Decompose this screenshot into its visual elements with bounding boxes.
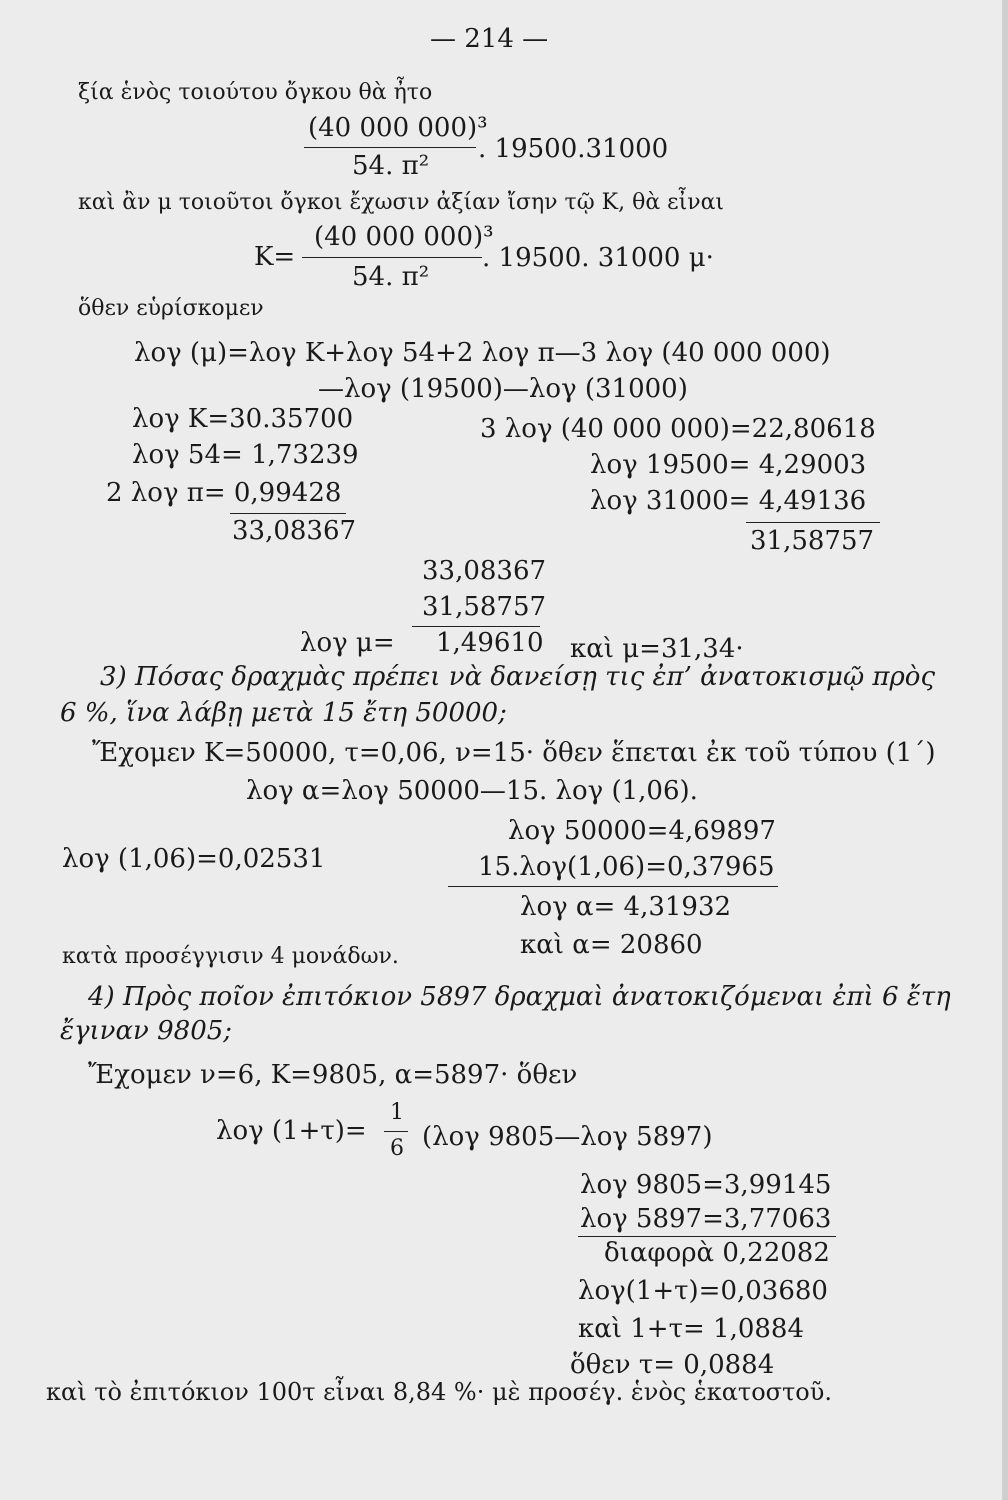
problem4-eq-numerator: 1 xyxy=(390,1100,404,1125)
problem4-eq-bar xyxy=(384,1131,408,1132)
problem4-line1: 4) Πρὸς ποῖον ἐπιτόκιον 5897 δραχμαὶ ἀνατοκιζόμεναι ἐπὶ 6 ἔτη xyxy=(88,982,951,1012)
diff-tail: καὶ μ=31,34· xyxy=(570,634,744,664)
problem4-calc-3: διαφορὰ 0,22082 xyxy=(604,1238,830,1268)
problem4-final: καὶ τὸ ἐπιτόκιον 100τ εἶναι 8,84 %· μὲ προσέγ. ἑνὸς ἑκατοστοῦ. xyxy=(46,1378,832,1406)
problem4-bar xyxy=(578,1236,836,1237)
right-sum-bar xyxy=(746,522,880,523)
frac1-tail: . 19500.31000 xyxy=(478,134,669,164)
log-equation-1: λογ (μ)=λογ Κ+λογ 54+2 λογ π—3 λογ (40 000 000) xyxy=(134,338,831,368)
problem4-calc-2: λογ 5897=3,77063 xyxy=(580,1204,832,1234)
frac2-tail: . 19500. 31000 μ· xyxy=(482,243,714,273)
problem3-side: λογ (1,06)=0,02531 xyxy=(62,844,326,874)
frac2-numerator: (40 000 000)³ xyxy=(314,222,494,252)
diff-b: 31,58757 xyxy=(422,592,547,622)
log-equation-2: —λογ (19500)—λογ (31000) xyxy=(318,374,688,404)
problem3-given: Ἔχομεν Κ=50000, τ=0,06, ν=15· ὅθεν ἕπεται ἐκ τοῦ τύπου (1΄) xyxy=(92,738,936,768)
line-if: καὶ ἂν μ τοιοῦτοι ὄγκοι ἔχωσιν ἀξίαν ἴσην τῷ Κ, θὰ εἶναι xyxy=(78,190,725,215)
right-row-2: λογ 19500= 4,29003 xyxy=(590,450,867,480)
page-number: — 214 — xyxy=(430,24,549,54)
right-row-3: λογ 31000= 4,49136 xyxy=(590,486,867,516)
intro-line: ξία ἑνὸς τοιούτου ὄγκου θὰ ἦτο xyxy=(78,80,433,105)
left-row-1: λογ Κ=30.35700 xyxy=(132,404,354,434)
problem3-bar xyxy=(448,886,778,887)
line-whence: ὅθεν εὑρίσκομεν xyxy=(78,296,264,321)
problem4-eq-rhs: (λογ 9805—λογ 5897) xyxy=(422,1122,713,1152)
problem3-calc-1: λογ 50000=4,69897 xyxy=(508,816,776,846)
frac1-bar xyxy=(304,147,476,148)
problem3-calc-2: 15.λογ(1,06)=0,37965 xyxy=(478,852,775,882)
left-sum: 33,08367 xyxy=(232,516,357,546)
right-sum: 31,58757 xyxy=(750,526,875,556)
problem3-calc-3: λογ α= 4,31932 xyxy=(520,892,732,922)
diff-bar xyxy=(412,626,540,627)
problem3-equation: λογ α=λογ 50000—15. λογ (1,06). xyxy=(246,776,698,806)
problem4-calc-4: λογ(1+τ)=0,03680 xyxy=(578,1276,828,1306)
problem3-calc-4: καὶ α= 20860 xyxy=(520,930,703,960)
problem3-approx: κατὰ προσέγγισιν 4 μονάδων. xyxy=(62,944,399,969)
left-row-2: λογ 54= 1,73239 xyxy=(132,440,359,470)
problem3-line1: 3) Πόσας δραχμὰς πρέπει νὰ δανείσῃ τις ἐπ’ ἀνατοκισμῷ πρὸς xyxy=(100,662,936,692)
problem3-line2: 6 %, ἵνα λάβῃ μετὰ 15 ἔτη 50000; xyxy=(60,698,507,728)
problem4-eq-denominator: 6 xyxy=(390,1136,404,1161)
left-sum-bar xyxy=(230,513,346,514)
diff-lhs: λογ μ= xyxy=(300,628,395,658)
problem4-line2: ἔγιναν 9805; xyxy=(60,1016,233,1046)
frac2-lhs: Κ= xyxy=(254,242,296,272)
problem4-calc-1: λογ 9805=3,99145 xyxy=(580,1170,832,1200)
left-row-3: 2 λογ π= 0,99428 xyxy=(106,478,342,508)
frac2-denominator: 54. π² xyxy=(352,262,430,292)
problem4-given: Ἔχομεν ν=6, Κ=9805, α=5897· ὅθεν xyxy=(88,1060,578,1090)
frac2-bar xyxy=(302,257,482,258)
diff-a: 33,08367 xyxy=(422,556,547,586)
problem4-eq-lhs: λογ (1+τ)= xyxy=(216,1116,367,1146)
frac1-numerator: (40 000 000)³ xyxy=(308,113,488,143)
diff-result: 1,49610 xyxy=(436,628,544,658)
problem4-calc-6: ὅθεν τ= 0,0884 xyxy=(570,1350,775,1380)
problem4-calc-5: καὶ 1+τ= 1,0884 xyxy=(578,1314,805,1344)
right-row-1: 3 λογ (40 000 000)=22,80618 xyxy=(480,414,876,444)
frac1-denominator: 54. π² xyxy=(352,151,430,181)
